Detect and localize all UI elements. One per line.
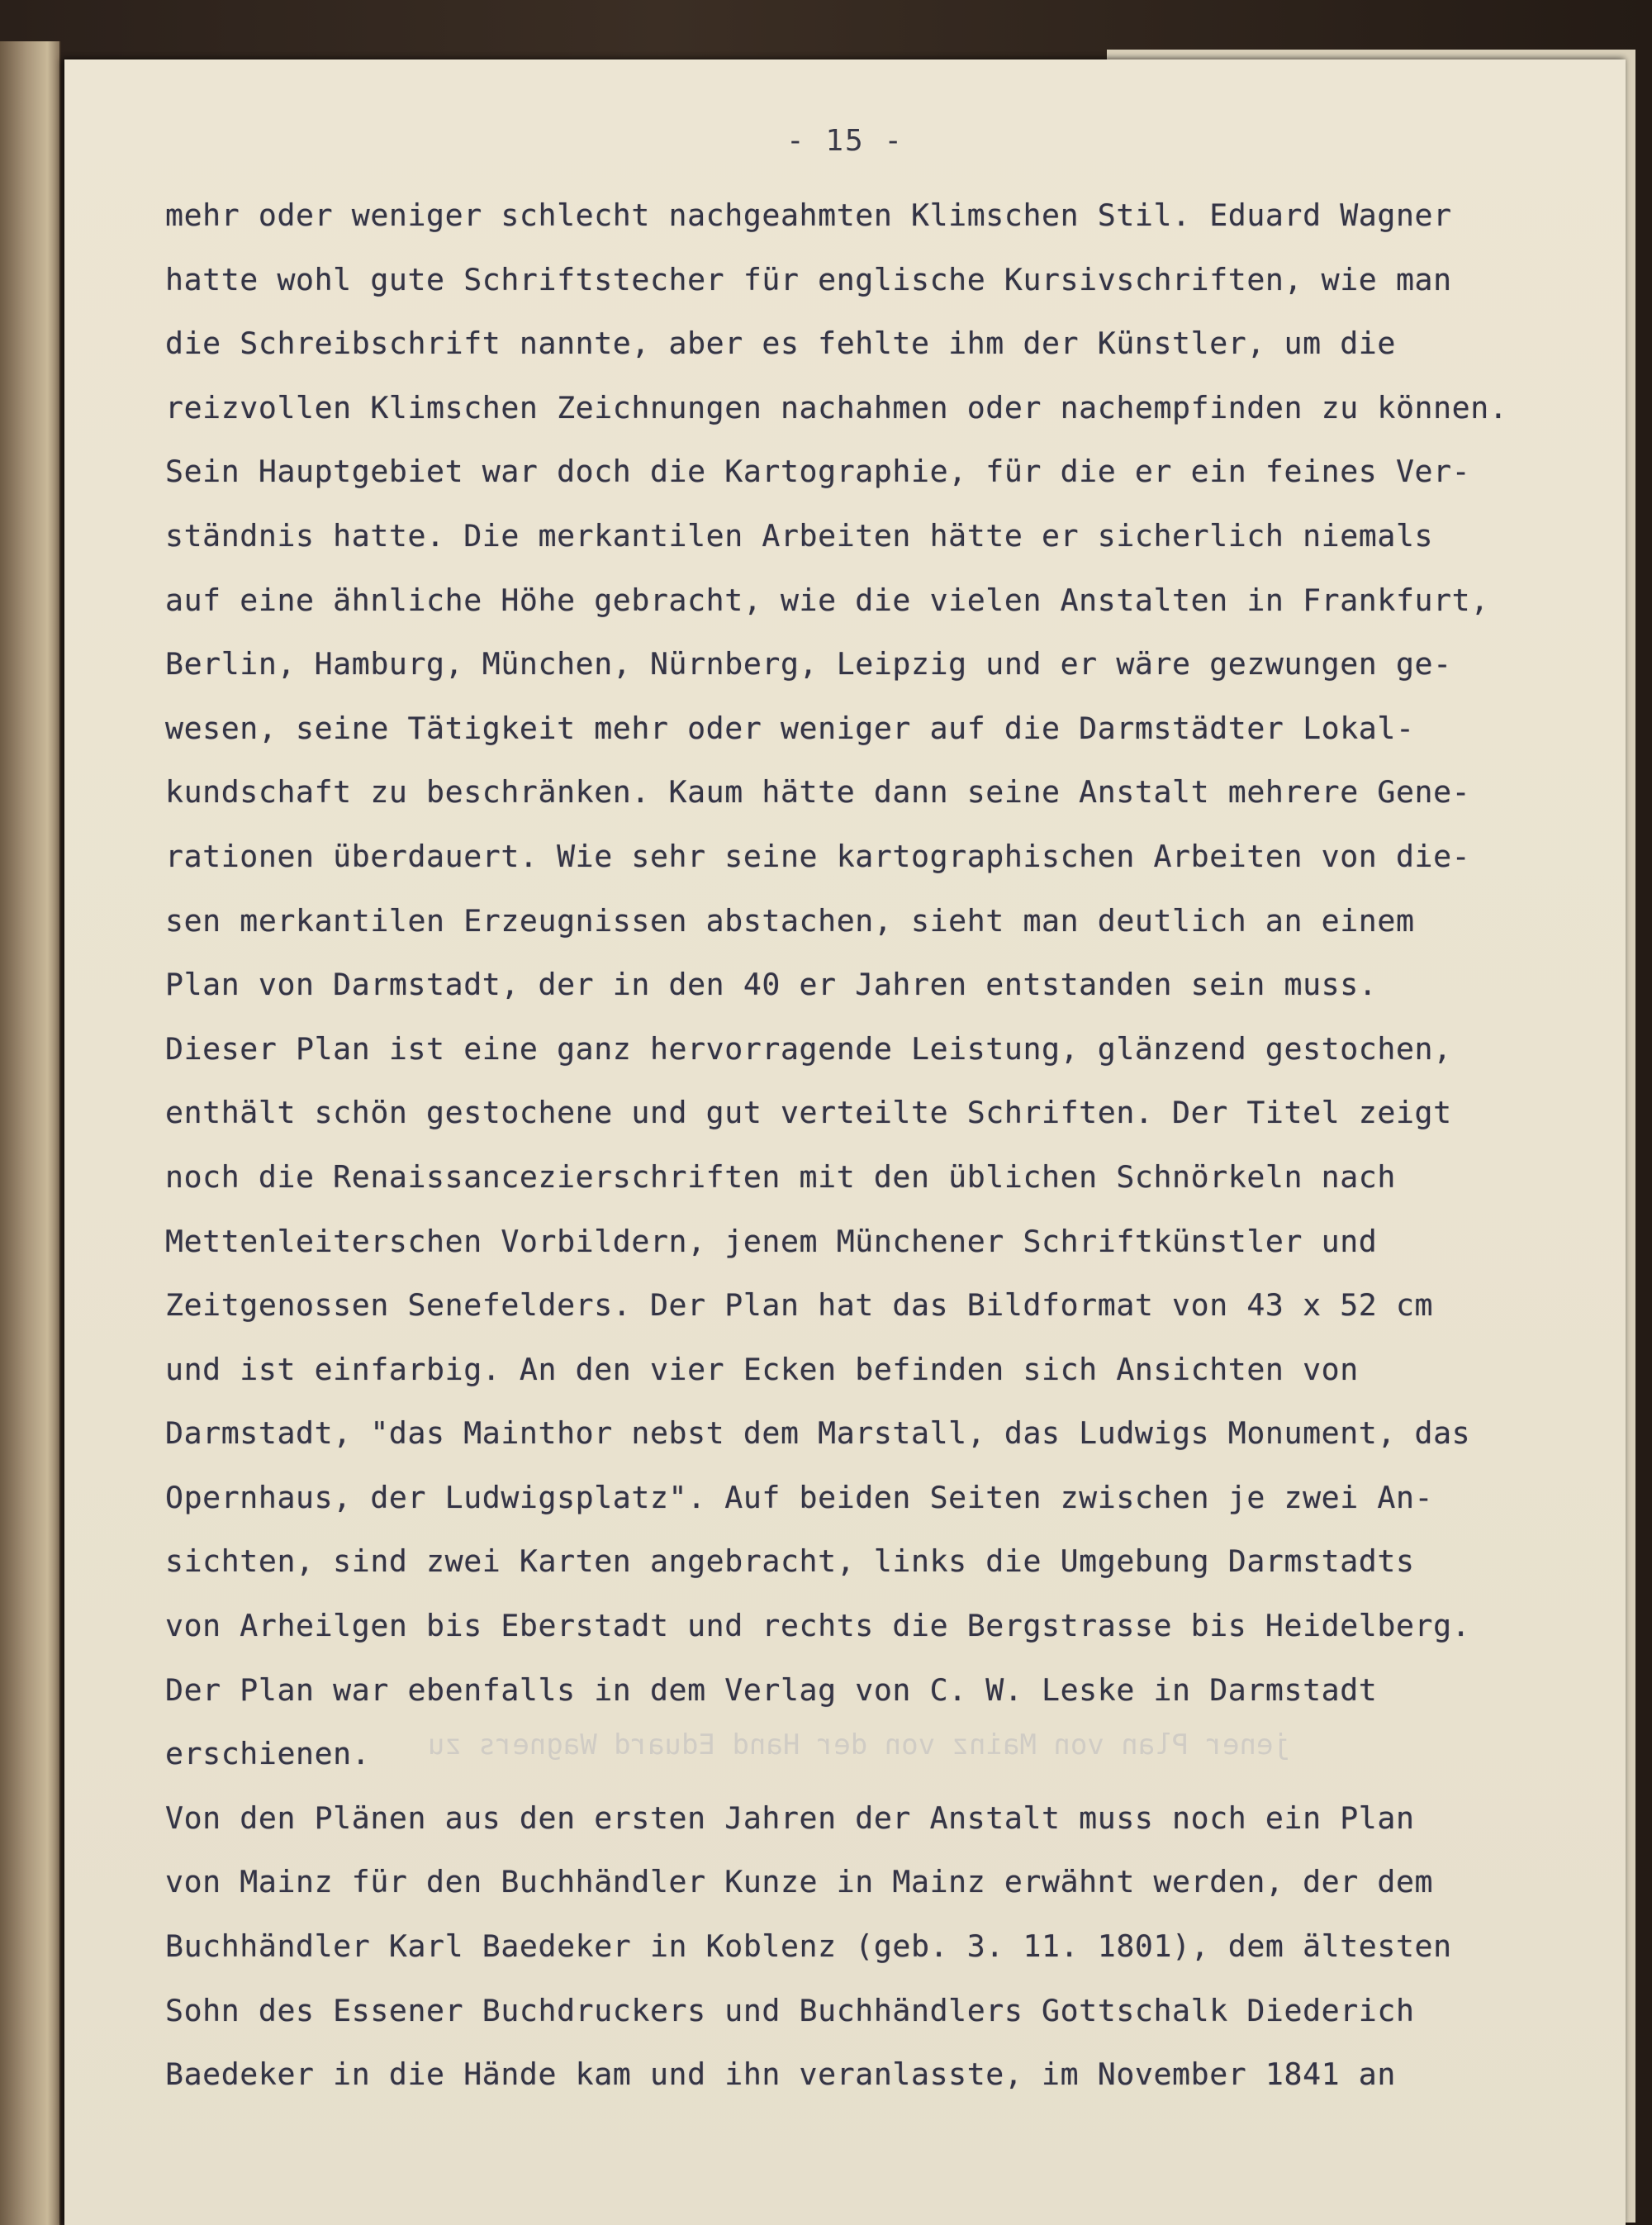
text-line: von Arheilgen bis Eberstadt und rechts die Bergstrasse bis Heidelberg.	[165, 1608, 1471, 1644]
text-line: Opernhaus, der Ludwigsplatz". Auf beiden Seiten zwischen je zwei An-	[165, 1479, 1434, 1515]
show-through-text: jener Plan von Mainz von der Hand Eduard Wagners zu	[428, 1728, 1290, 1761]
text-line: Darmstadt, "das Mainthor nebst dem Marstall, das Ludwigs Monument, das	[165, 1415, 1471, 1452]
document-page	[64, 59, 1626, 2225]
text-line: Zeitgenossen Senefelders. Der Plan hat das Bildformat von 43 x 52 cm	[165, 1287, 1434, 1324]
text-line: Mettenleiterschen Vorbildern, jenem Münchener Schriftkünstler und	[165, 1223, 1378, 1259]
text-line: ständnis hatte. Die merkantilen Arbeiten hätte er sicherlich niemals	[165, 517, 1434, 554]
text-line: die Schreibschrift nannte, aber es fehlte ihm der Künstler, um die	[165, 326, 1396, 362]
text-line: wesen, seine Tätigkeit mehr oder weniger auf die Darmstädter Lokal-	[165, 710, 1415, 746]
text-line: Von den Plänen aus den ersten Jahren der Anstalt muss noch ein Plan	[165, 1799, 1415, 1836]
text-line: auf eine ähnliche Höhe gebracht, wie die vielen Anstalten in Frankfurt,	[165, 582, 1489, 618]
text-line: kundschaft zu beschränken. Kaum hätte dann seine Anstalt mehrere Gene-	[165, 774, 1471, 811]
text-line: enthält schön gestochene und gut verteilte Schriften. Der Titel zeigt	[165, 1095, 1452, 1131]
previous-page-edge	[0, 41, 61, 2225]
text-line: Sein Hauptgebiet war doch die Kartographie, für die er ein feines Ver-	[165, 454, 1471, 490]
text-line: rationen überdauert. Wie sehr seine kartographischen Arbeiten von die-	[165, 838, 1471, 874]
text-line: Baedeker in die Hände kam und ihn veranlasste, im November 1841 an	[165, 2056, 1396, 2093]
text-line: sichten, sind zwei Karten angebracht, links die Umgebung Darmstadts	[165, 1543, 1415, 1580]
text-line: Sohn des Essener Buchdruckers und Buchhändlers Gottschalk Diederich	[165, 1992, 1415, 2028]
text-line: Berlin, Hamburg, München, Nürnberg, Leipzig und er wäre gezwungen ge-	[165, 646, 1452, 682]
text-line: Buchhändler Karl Baedeker in Koblenz (geb. 3. 11. 1801), dem ältesten	[165, 1928, 1452, 1965]
text-line: reizvollen Klimschen Zeichnungen nachahmen oder nachempfinden zu können.	[165, 389, 1508, 426]
text-line: erschienen.	[165, 1736, 371, 1772]
text-line: noch die Renaissancezierschriften mit den üblichen Schnörkeln nach	[165, 1158, 1396, 1195]
text-line: sen merkantilen Erzeugnissen abstachen, sieht man deutlich an einem	[165, 902, 1415, 939]
body-text	[165, 183, 1652, 2107]
text-line: hatte wohl gute Schriftstecher für englische Kursivschriften, wie man	[165, 261, 1452, 297]
text-line: Der Plan war ebenfalls in dem Verlag von C. W. Leske in Darmstadt	[165, 1671, 1378, 1708]
text-line: von Mainz für den Buchhändler Kunze in Mainz erwähnt werden, der dem	[165, 1864, 1434, 1900]
page-number: - 15 -	[786, 124, 904, 158]
text-line: mehr oder weniger schlecht nachgeahmten Klimschen Stil. Eduard Wagner	[165, 197, 1452, 233]
text-line: Dieser Plan ist eine ganz hervorragende Leistung, glänzend gestochen,	[165, 1030, 1452, 1067]
text-line: und ist einfarbig. An den vier Ecken befinden sich Ansichten von	[165, 1351, 1359, 1387]
text-line: Plan von Darmstadt, der in den 40 er Jahren entstanden sein muss.	[165, 967, 1378, 1003]
